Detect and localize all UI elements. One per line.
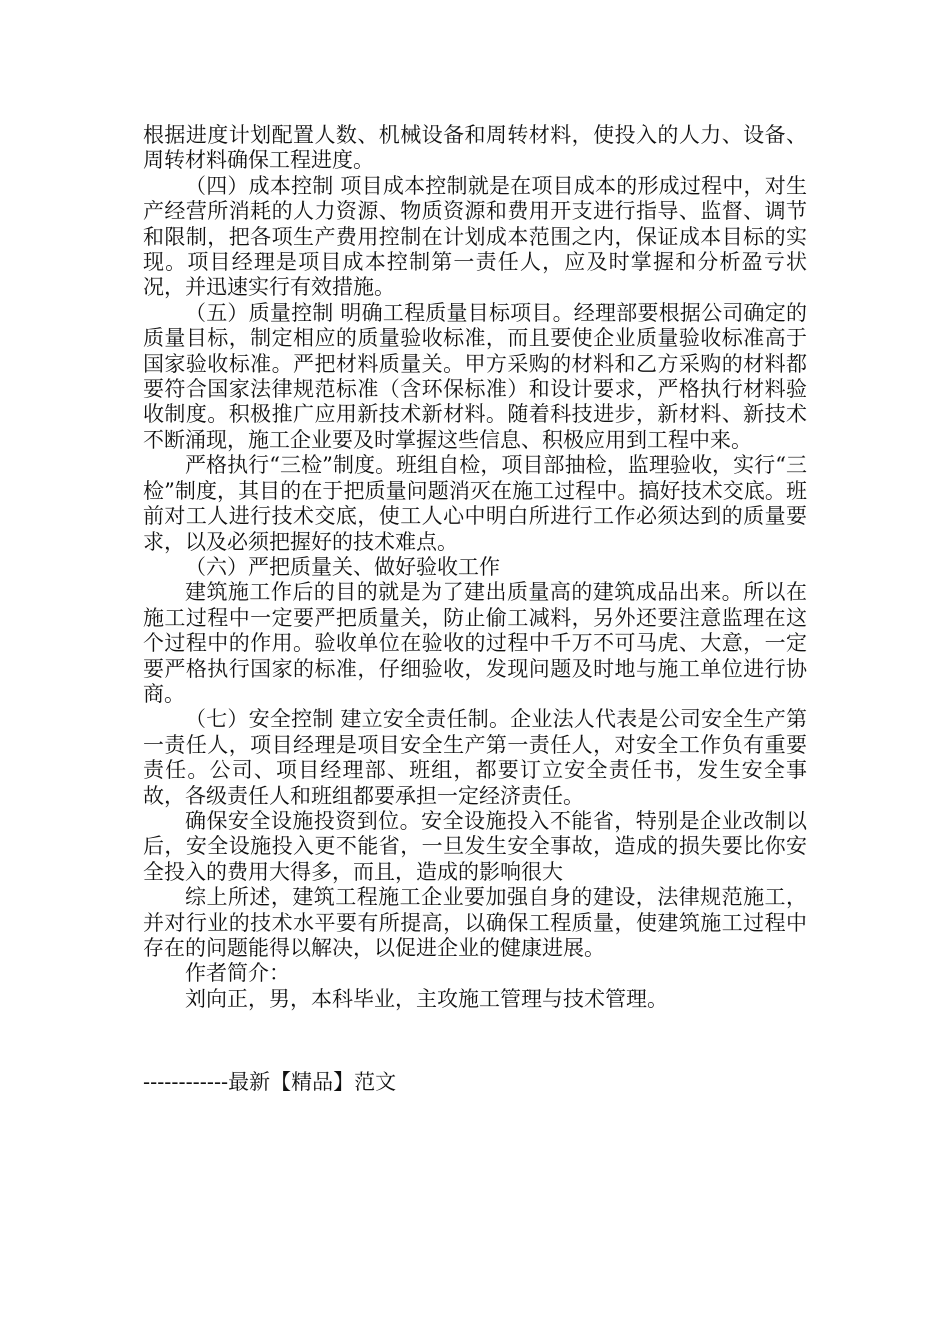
- paragraph-1: 根据进度计划配置人数、机械设备和周转材料，使投入的人力、设备、周转材料确保工程进度。: [143, 123, 807, 173]
- paragraph-cost-control: （四）成本控制 项目成本控制就是在项目成本的形成过程中，对生产经营所消耗的人力资源、物质资源和费用开支进行指导、监督、调节和限制，把各项生产费用控制在计划成本范围之内，保证成本目标的实现。项目经理是项目成本控制第一责任人，应及时掌握和分析盈亏状况，并迅速实行有效措施。: [143, 173, 807, 300]
- paragraph-safety-control: （七）安全控制 建立安全责任制。企业法人代表是公司安全生产第一责任人，项目经理是项目安全生产第一责任人，对安全工作负有重要责任。公司、项目经理部、班组，都要订立安全责任书，发生安全事故，各级责任人和班组都要承担一定经济责任。: [143, 707, 807, 808]
- document-body: [143, 123, 807, 1012]
- footer-note: ------------最新【精品】范文: [143, 1070, 397, 1094]
- paragraph-quality-control: （五）质量控制 明确工程质量目标项目。经理部要根据公司确定的质量目标，制定相应的质量验收标准，而且要使企业质量验收标准高于国家验收标准。严把材料质量关。甲方采购的材料和乙方采购的材料都要符合国家法律规范标准（含环保标准）和设计要求，严格执行材料验收制度。积极推广应用新技术新材料。随着科技进步，新材料、新技术不断涌现，施工企业要及时掌握这些信息、积极应用到工程中来。: [143, 300, 807, 452]
- section-heading-acceptance: （六）严把质量关、做好验收工作: [185, 554, 500, 579]
- paragraph-conclusion: 综上所述，建筑工程施工企业要加强自身的建设，法律规范施工，并对行业的技术水平要有所提高，以确保工程质量，使建筑施工过程中存在的问题能得以解决，以促进企业的健康进展。: [143, 885, 807, 960]
- paragraph-acceptance: 建筑施工作后的目的就是为了建出质量高的建筑成品出来。所以在施工过程中一定要严把质量关，防止偷工减料，另外还要注意监理在这个过程中的作用。验收单位在验收的过程中千万不可马虎、大意，一定要严格执行国家的标准，仔细验收，发现问题及时地与施工单位进行协商。: [143, 580, 807, 706]
- author-intro: 刘向正，男，本科毕业，主攻施工管理与技术管理。: [185, 986, 668, 1011]
- paragraph-safety-investment: 确保安全设施投资到位。安全设施投入不能省，特别是企业改制以后，安全设施投入更不能省，一旦发生安全事故，造成的损失要比你安全投入的费用大得多，而且，造成的影响很大: [143, 808, 807, 884]
- paragraph-three-checks: 严格执行“三检”制度。班组自检，项目部抽检，监理验收，实行“三检”制度，其目的在于把质量问题消灭在施工过程中。搞好技术交底。班前对工人进行技术交底，使工人心中明白所进行工作必须达到的质量要求，以及必须把握好的技术难点。: [143, 453, 807, 554]
- author-intro-heading: 作者简介：: [185, 961, 290, 986]
